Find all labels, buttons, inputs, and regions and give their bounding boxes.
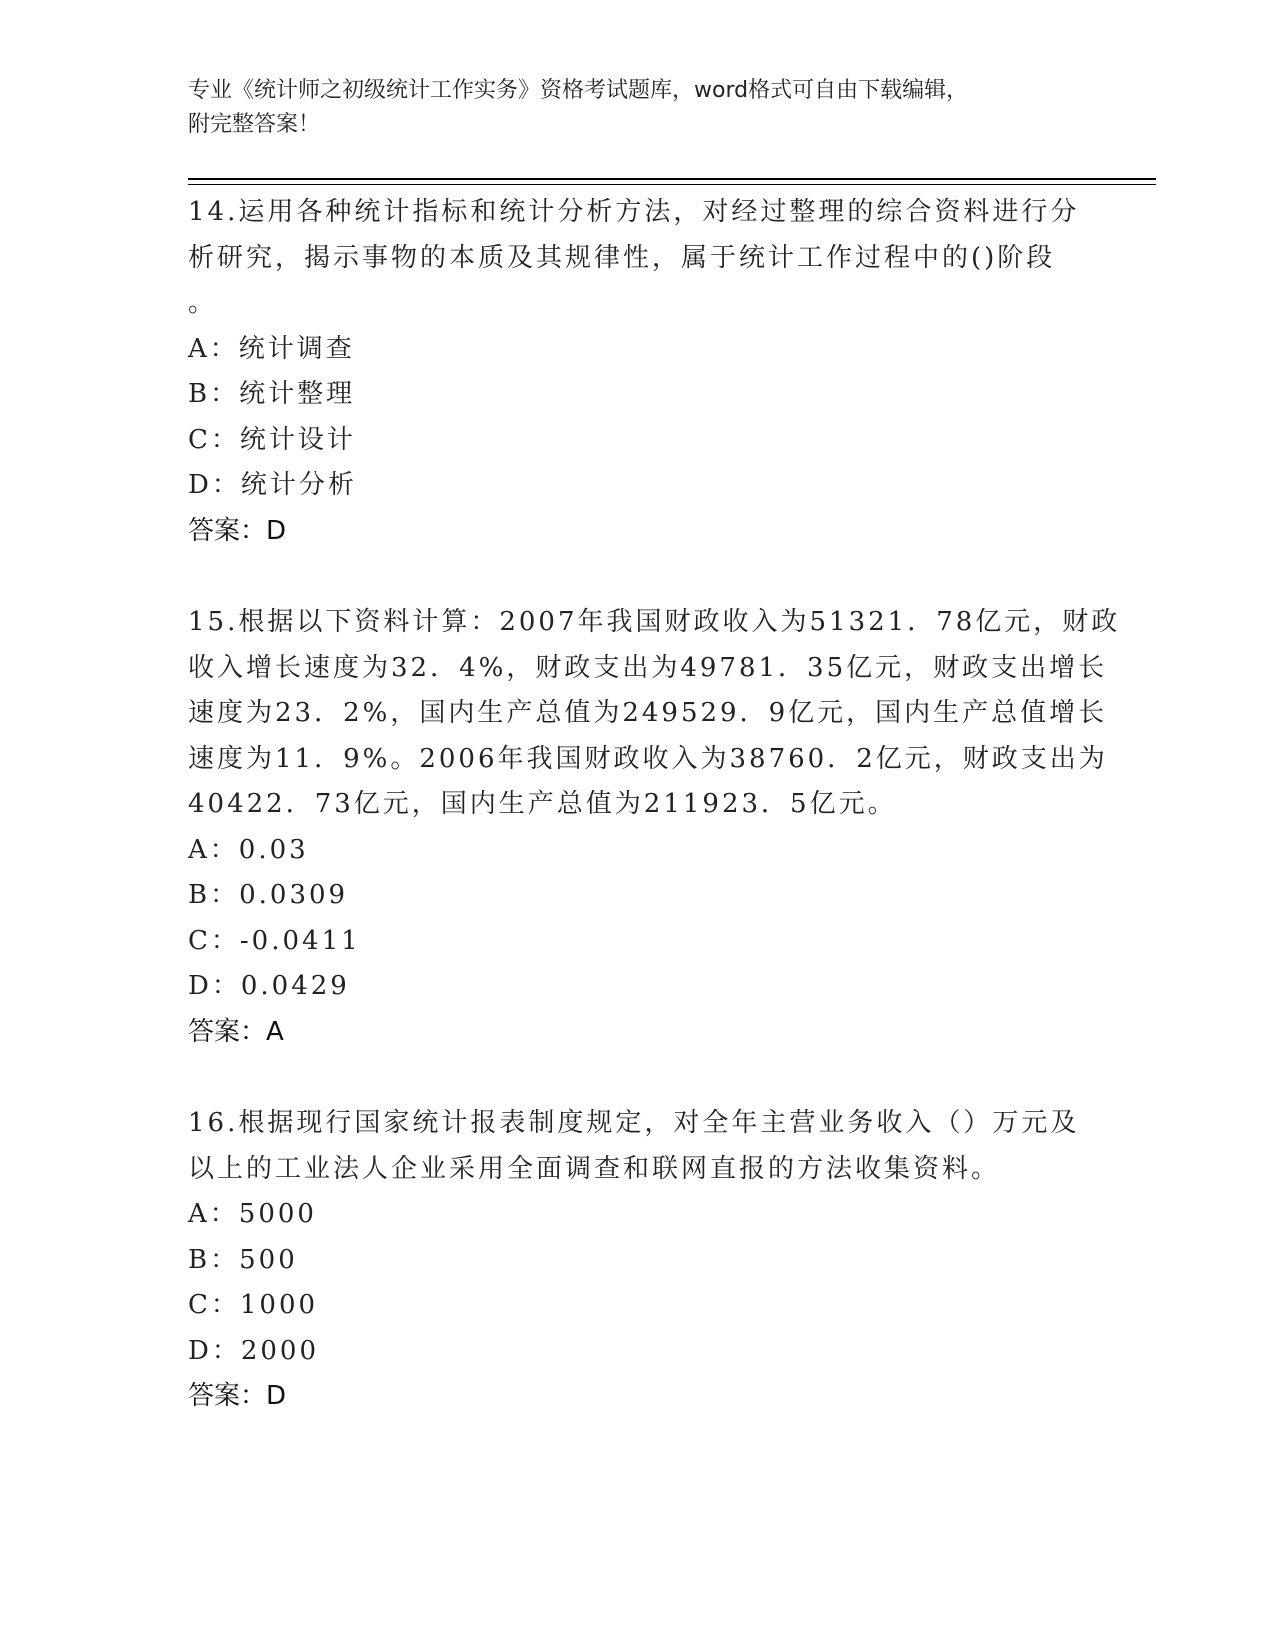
stem-line: 16.根据现行国家统计报表制度规定，对全年主营业务收入（）万元及 [188,1108,1080,1138]
stem-line: 收入增长速度为32．4%，财政支出为49781．35亿元，财政支出增长 [188,652,1108,683]
question-stem [188,600,1121,828]
header-line-1: 专业《统计师之初级统计工作实务》资格考试题库，word格式可自由下载编辑， [188,78,969,103]
option-b: B：500 [188,1244,298,1275]
option-d: D：0.0429 [188,971,350,1001]
option-a: A：0.03 [188,834,309,865]
option-b: B：0.0309 [188,880,349,910]
answer-label: 答案：D [188,1381,287,1411]
stem-line: 速度为11．9%。2006年我国财政收入为38760．2亿元，财政支出为 [188,743,1108,774]
option-d: D：统计分析 [188,470,357,500]
header-line-2: 附完整答案！ [188,112,321,137]
stem-line: 。 [188,288,218,318]
answer-label: 答案：D [188,515,287,546]
question-16 [188,1101,1088,1420]
question-stem [188,190,1088,327]
header-divider-thick [188,178,1156,180]
document-header [188,74,1088,142]
stem-line: 析研究，揭示事物的本质及其规律性，属于统计工作过程中的()阶段 [188,242,1056,273]
stem-line: 速度为23．2%，国内生产总值为249529．9亿元，国内生产总值增长 [188,698,1108,728]
option-a: A：统计调查 [188,333,355,364]
stem-line: 40422．73亿元，国内生产总值为211923．5亿元。 [188,789,897,819]
stem-line: 14.运用各种统计指标和统计分析方法，对经过整理的综合资料进行分 [188,197,1080,227]
option-a: A：5000 [188,1199,317,1229]
stem-line: 以上的工业法人企业采用全面调查和联网直报的方法收集资料。 [188,1153,1001,1184]
question-15 [188,600,1121,1055]
option-d: D：2000 [188,1335,320,1366]
stem-line: 15.根据以下资料计算：2007年我国财政收入为51321．78亿元，财政 [188,607,1121,637]
option-c: C：-0.0411 [188,925,361,956]
option-c: C：统计设计 [188,424,356,455]
option-b: B：统计整理 [188,379,356,409]
option-c: C：1000 [188,1290,319,1320]
header-divider-thin [188,184,1156,185]
question-list [188,190,1121,1466]
question-14 [188,190,1088,554]
question-stem [188,1101,1088,1192]
answer-label: 答案：A [188,1016,284,1047]
